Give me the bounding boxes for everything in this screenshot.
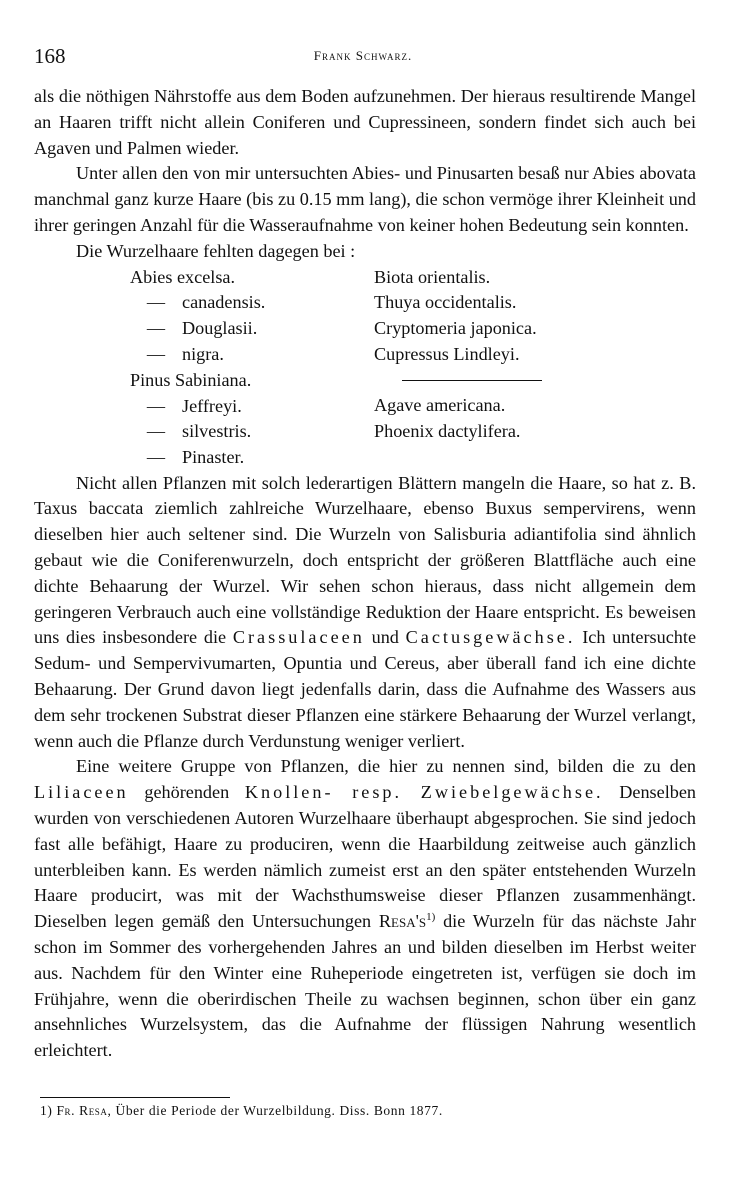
paragraph-3: Die Wurzelhaare fehlten dagegen bei : bbox=[76, 240, 356, 261]
list-item: — silvestris. bbox=[146, 421, 252, 442]
list-item: Pinus Sabiniana. bbox=[130, 369, 252, 390]
page-number: 168 bbox=[34, 44, 66, 68]
footnote-reference: 1) bbox=[426, 911, 436, 924]
list-item: Phoenix dactylifera. bbox=[374, 420, 521, 441]
species-lists bbox=[34, 265, 696, 471]
running-head: Frank Schwarz. bbox=[313, 48, 413, 63]
list-item: Biota orientalis. bbox=[374, 266, 491, 287]
list-item: Abies excelsa. bbox=[130, 266, 236, 287]
list-item: — canadensis. bbox=[146, 292, 266, 313]
list-item: — Pinaster. bbox=[146, 447, 245, 468]
list-item: — nigra. bbox=[146, 343, 224, 364]
list-item: — Jeffreyi. bbox=[146, 395, 242, 416]
list-divider bbox=[402, 380, 542, 381]
paragraph-2: Unter allen den von mir untersuchten Abies- und Pinusarten besaß nur Abies abovata manchmal ganz kurze Haare (bis zu 0.15 mm lang), die schon vermöge ihrer Kleinheit und ihrer geringen Anzahl für die Wasseraufnahme von keiner hohen Bedeutung sein konnten. bbox=[34, 163, 696, 235]
list-item: Cupressus Lindleyi. bbox=[374, 343, 520, 364]
list-others bbox=[374, 265, 542, 445]
footnote-divider bbox=[40, 1097, 230, 1098]
emphasis-liliaceen: Liliaceen bbox=[34, 782, 129, 803]
page-body bbox=[34, 84, 696, 1064]
footnote: 1) Fr. Resa, Über die Periode der Wurzelbildung. Diss. Bonn 1877. bbox=[40, 1103, 443, 1118]
list-item: Cryptomeria japonica. bbox=[374, 318, 537, 339]
paragraph-1: als die nöthigen Nährstoffe aus dem Boden aufzunehmen. Der hieraus resultirende Mangel an Haaren trifft nicht allein Coniferen und Cupressineen, sondern findet sich auch bei Agaven und Palmen wieder. bbox=[34, 86, 696, 158]
emphasis-knollen: Knollen- resp. Zwiebelgewächse. bbox=[244, 782, 604, 803]
list-item: Thuya occidentalis. bbox=[374, 292, 517, 313]
paragraph-4: Nicht allen Pflanzen mit solch lederartigen Blättern mangeln die Haare, so hat z. B. Taxus baccata ziemlich zahlreiche Wurzelhaare, ebenso Buxus sempervirens, wenn dieselben hier auch seltener sind. Die Wurzeln von Salisburia adiantifolia sind ähnlich gebaut wie die Coniferenwurzeln, doch entspricht der größeren Blattfläche auch eine dichte Behaarung der Wurzel. Wir sehen schon hieraus, dass nicht allgemein dem geringeren Verbrauch auch eine vollständige Reduktion der Haare entspricht. Es beweisen uns dies insbesondere die Crassulaceen und Cactusgewächse. Ich untersuchte Sedum- und Sempervivumarten, Opuntia und Cereus, aber überall fand ich eine dichte Behaarung. Der Grund davon liegt jedenfalls darin, dass die Aufnahme des Wassers aus dem sehr trockenen Substrat dieser Pflanzen eine stärkere Behaarung der Wurzel verlangt, wenn auch die Pflanze durch Verdunstung weniger verliert. bbox=[34, 472, 697, 751]
paragraph-5: Eine weitere Gruppe von Pflanzen, die hier zu nennen sind, bilden die zu den Liliaceen gehörenden Knollen- resp. Zwiebelgewächse. Denselben wurden von verschiedenen Autoren Wurzelhaare überhaupt abgesprochen. Sie sind jedoch fast alle befähigt, Haare zu produciren, wenn die Haarbildung zeitweise auch gänzlich unterbleiben kann. Es werden nämlich zumeist erst an den später entstehenden Wurzeln Haare producirt, was mit der Wachsthumsweise dieser Pflanzen zusammenhängt. Dieselben legen gemäß den Untersuchungen $Resa's^{1)}$ die Wurzeln für das nächste Jahr schon im Sommer des vorhergehenden Jahres an und bilden dieselben im Herbst weiter aus. Nachdem für den Winter eine Ruheperiode eingetreten ist, verfügen sie doch im Frühjahre, wenn die oberirdischen Theile zu wachsen beginnen, schon über ein ganz ansehnliches Wurzelsystem, das die Aufnahme der flüssigen Nahrung wesentlich erleichtert. bbox=[34, 756, 697, 1061]
list-item: Agave americana. bbox=[374, 394, 506, 415]
author-name: Resa's bbox=[378, 911, 427, 932]
list-coniferae bbox=[130, 265, 265, 471]
emphasis-cactusgewaechse: Cactusgewächse. bbox=[405, 627, 576, 648]
emphasis-crassulaceen: Crassulaceen bbox=[232, 627, 365, 648]
page-header bbox=[34, 44, 692, 74]
list-item: — Douglasii. bbox=[146, 318, 258, 339]
